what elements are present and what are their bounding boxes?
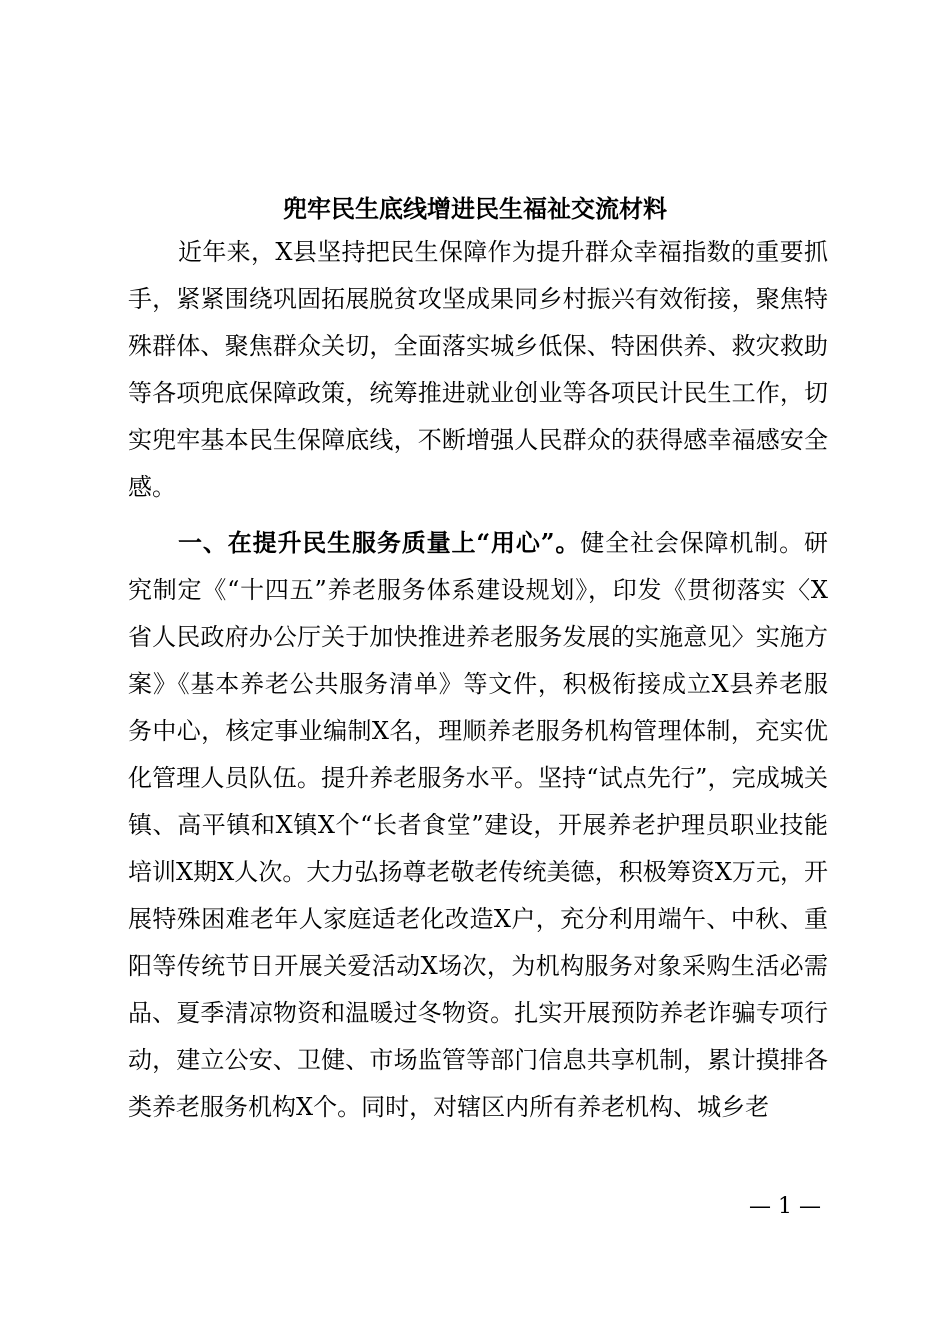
section-one-body: 健全社会保障机制。研究制定《“十四五”养老服务体系建设规划》，印发《贯彻落实〈X省人民政府办公厅关于加快推进养老服务发展的实施意见〉实施方案》《基本养老公共服务清单》等文件，积极衔接成立X县养老服务中心，核定事业编制X名，理顺养老服务机构管理体制，充实优化管理人员队伍。提升养老服务水平。坚持“试点先行”，完成城关镇、高平镇和X镇X个“长者食堂”建设，开展养老护理员职业技能培训X期X人次。大力弘扬尊老敬老传统美德，积极筹资X万元，开展特殊困难老年人家庭适老化改造X户，充分利用端午、中秋、重阳等传统节日开展关爱活动X场次，为机构服务对象采购生活必需品、夏季清凉物资和温暖过冬物资。扎实开展预防养老诈骗专项行动，建立公安、卫健、市场监管等部门信息共享机制，累计摸排各类养老服务机构X个。同时，对辖区内所有养老机构、城乡老 (128, 529, 828, 1121)
document-title: 兜牢民生底线增进民生福祉交流材料 (283, 194, 667, 223)
document-body (128, 229, 828, 1131)
section-one-heading: 一、在提升民生服务质量上“用心”。 (178, 528, 581, 557)
section-one-paragraph (128, 519, 828, 1131)
intro-paragraph: 近年来，X县坚持把民生保障作为提升群众幸福指数的重要抓手，紧紧围绕巩固拓展脱贫攻坚成果同乡村振兴有效衔接，聚焦特殊群体、聚焦群众关切，全面落实城乡低保、特困供养、救灾救助等各项兜底保障政策，统筹推进就业创业等各项民计民生工作，切实兜牢基本民生保障底线，不断增强人民群众的获得感幸福感安全感。 (128, 238, 828, 501)
page-number: — 1 — (749, 1194, 821, 1219)
